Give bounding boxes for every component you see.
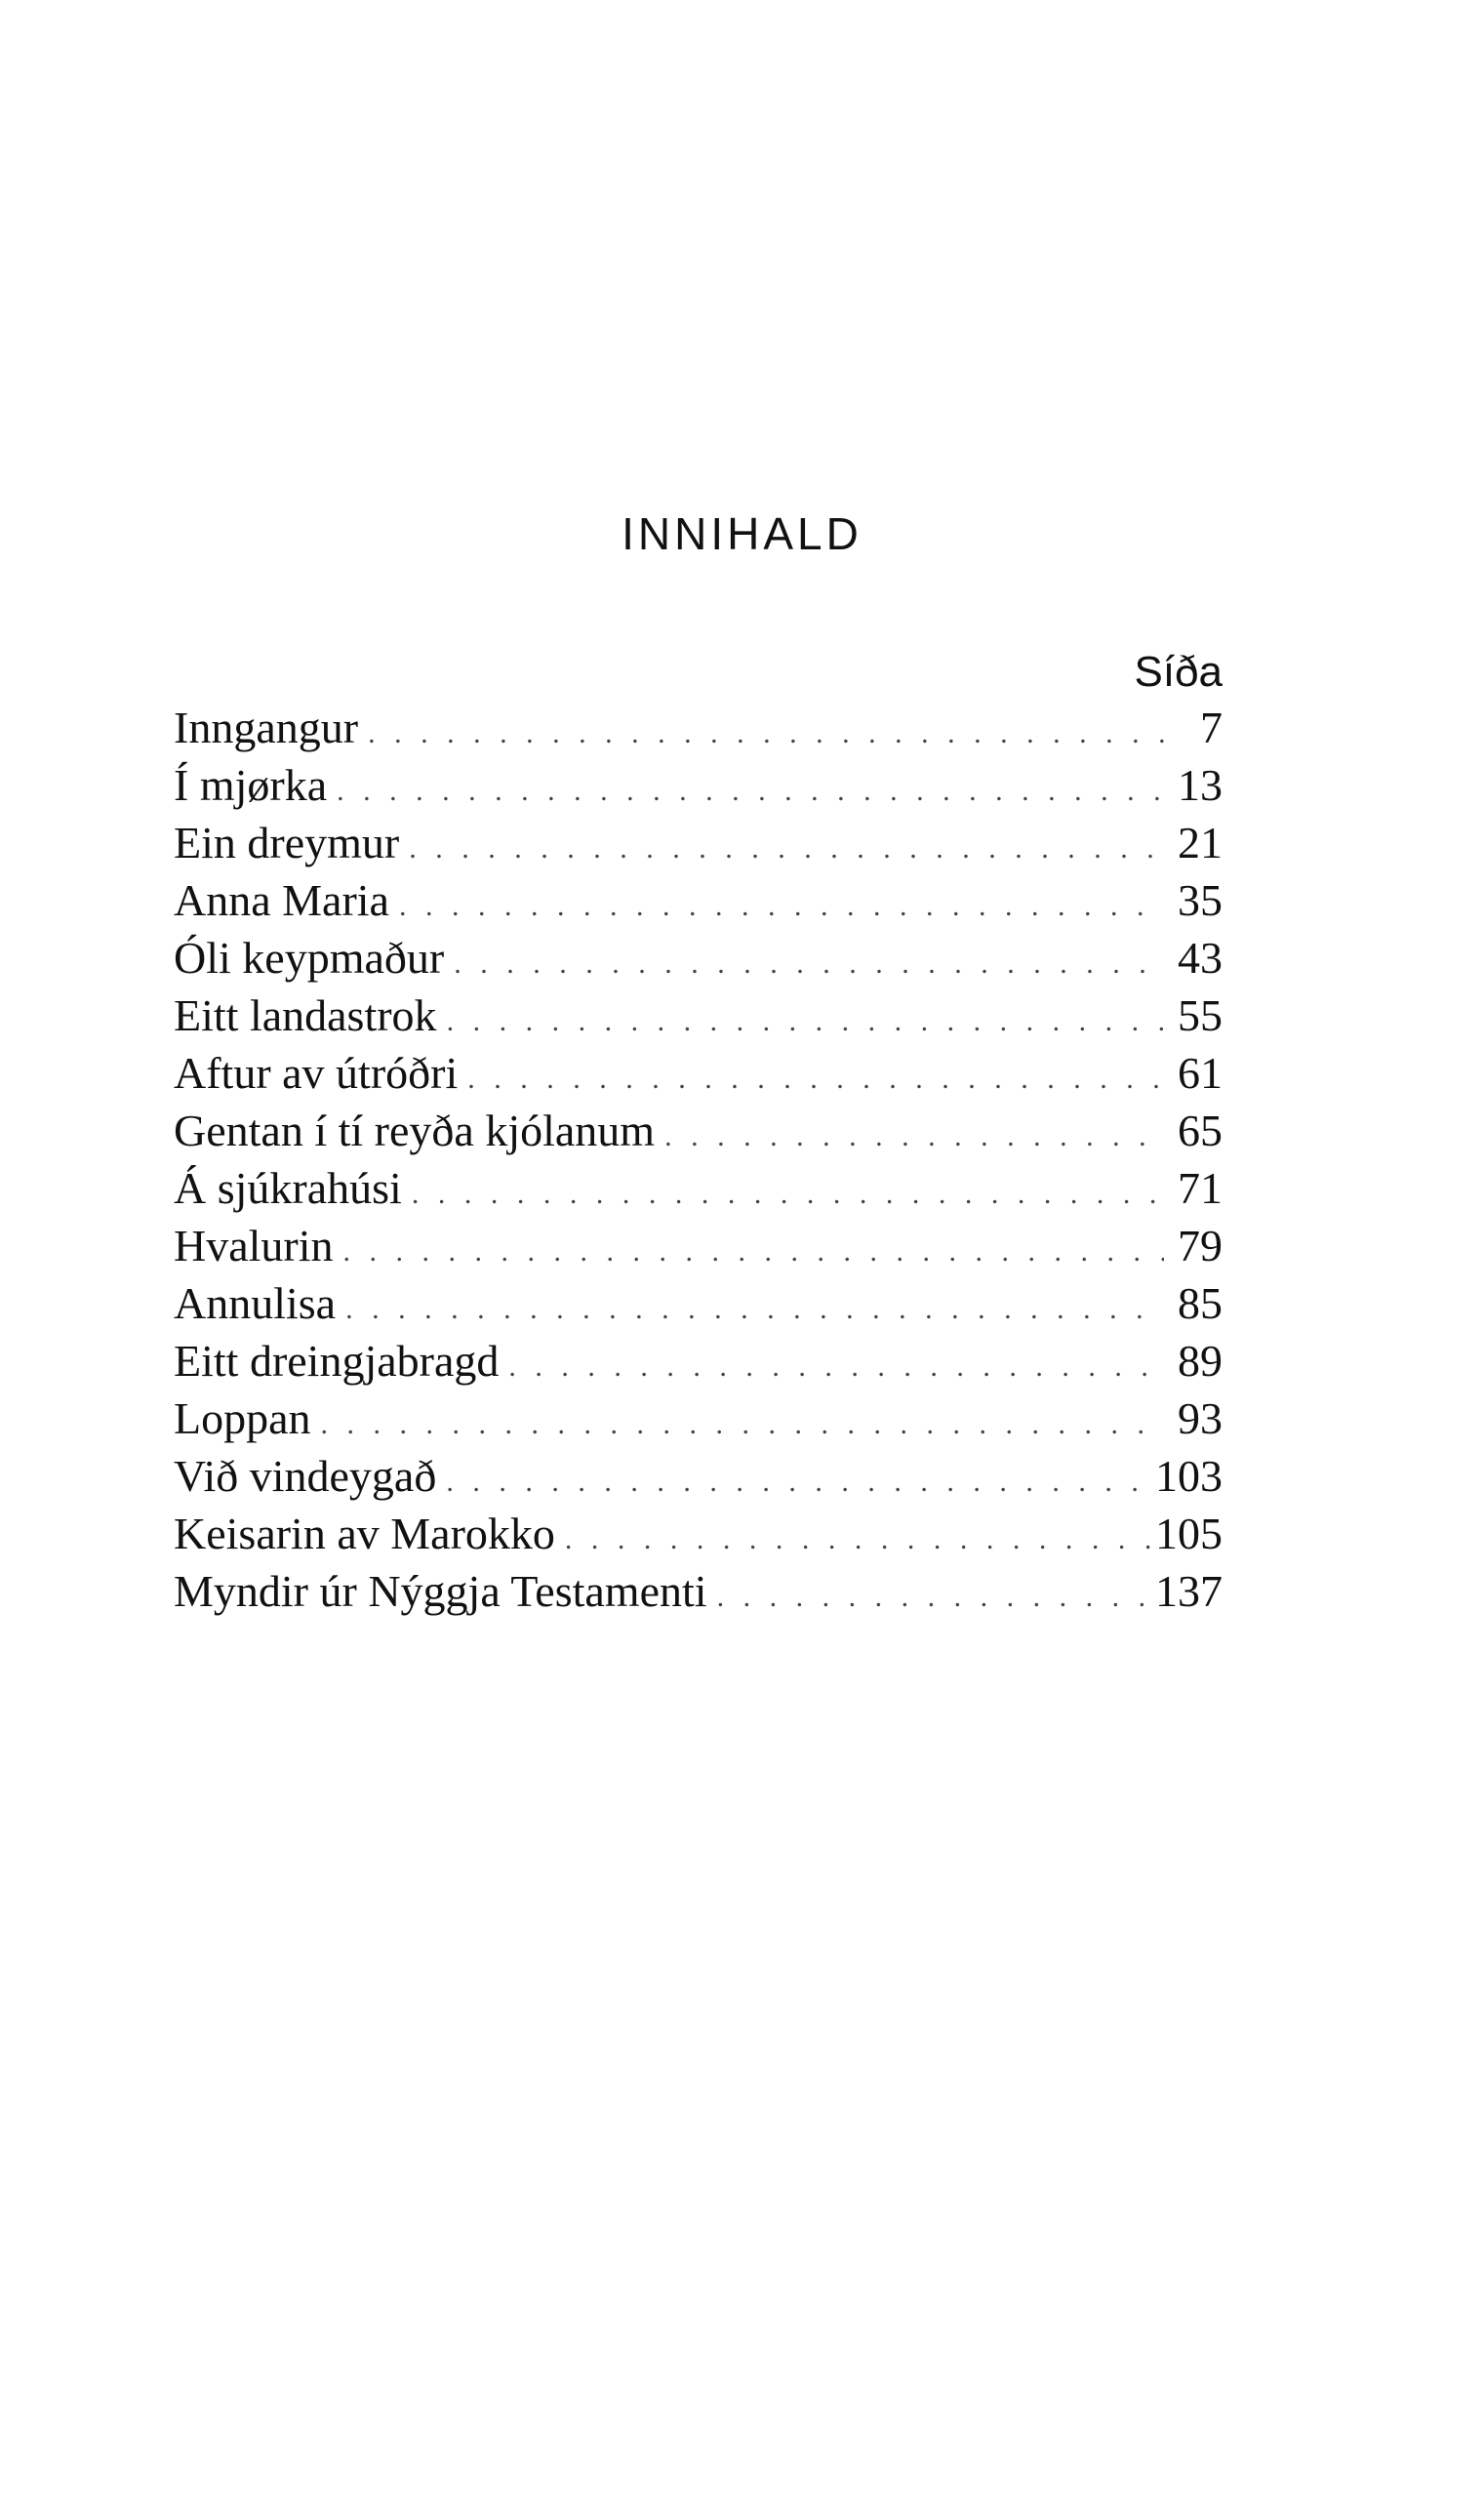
dot-leader [334, 1223, 1164, 1274]
dot-leader [327, 762, 1164, 814]
toc-entry [174, 1274, 1223, 1332]
toc-entry [174, 1447, 1223, 1505]
toc-entry [174, 699, 1223, 756]
dot-leader [499, 1338, 1164, 1390]
toc-entry [174, 987, 1223, 1044]
table-of-contents [174, 699, 1223, 1620]
toc-entry-page: 65 [1178, 1106, 1223, 1155]
toc-entry-page: 13 [1178, 760, 1223, 810]
toc-entry [174, 929, 1223, 987]
toc-entry-title: Eitt dreingjabragd [174, 1336, 500, 1386]
dot-leader [336, 1280, 1164, 1332]
toc-entry [174, 871, 1223, 929]
toc-entry-title: Anna Maria [174, 875, 389, 925]
toc-entry [174, 756, 1223, 814]
toc-entry-title: Í mjørka [174, 760, 328, 810]
toc-entry-title: Inngangur [174, 703, 359, 752]
toc-entry [174, 1332, 1223, 1390]
toc-entry [174, 1505, 1223, 1562]
toc-entry-title: Loppan [174, 1393, 311, 1443]
toc-entry-title: Gentan í tí reyða kjólanum [174, 1106, 656, 1155]
dot-leader [358, 705, 1164, 756]
toc-entry-page: 43 [1178, 933, 1223, 983]
toc-entry-title: Við vindeygað [174, 1451, 437, 1501]
dot-leader [399, 820, 1164, 871]
toc-entry-page: 35 [1178, 875, 1223, 925]
toc-entry-title: Ein dreymur [174, 818, 400, 867]
toc-entry-title: Annulisa [174, 1278, 337, 1328]
dot-leader [389, 877, 1164, 929]
toc-entry [174, 1562, 1223, 1620]
dot-leader [436, 1453, 1155, 1505]
toc-entry-page: 103 [1155, 1451, 1223, 1501]
toc-entry-page: 85 [1178, 1278, 1223, 1328]
dot-leader [444, 935, 1164, 987]
toc-entry-page: 79 [1178, 1221, 1223, 1270]
toc-entry [174, 1044, 1223, 1102]
dot-leader [555, 1511, 1155, 1562]
toc-entry-page: 89 [1178, 1336, 1223, 1386]
toc-entry-page: 21 [1178, 818, 1223, 867]
toc-entry-page: 137 [1155, 1566, 1223, 1616]
toc-entry-page: 93 [1178, 1393, 1223, 1443]
page-title: INNIHALD [622, 508, 862, 559]
dot-leader [437, 992, 1164, 1044]
dot-leader [655, 1108, 1164, 1159]
toc-entry-title: Eitt landastrok [174, 990, 437, 1040]
toc-entry-page: 7 [1200, 703, 1223, 752]
toc-entry-title: Aftur av útróðri [174, 1048, 459, 1098]
dot-leader [458, 1050, 1164, 1102]
page-column-header: Síða [1134, 648, 1223, 696]
dot-leader [707, 1568, 1155, 1620]
toc-entry [174, 814, 1223, 871]
dot-leader [311, 1395, 1164, 1447]
toc-entry-page: 105 [1155, 1509, 1223, 1558]
toc-entry-page: 55 [1178, 990, 1223, 1040]
toc-entry [174, 1390, 1223, 1447]
toc-entry-title: Á sjúkrahúsi [174, 1163, 402, 1213]
toc-entry-title: Myndir úr Nýggja Testamenti [174, 1566, 707, 1616]
toc-entry [174, 1217, 1223, 1274]
toc-entry-title: Óli keypmaður [174, 933, 445, 983]
toc-entry-title: Hvalurin [174, 1221, 334, 1270]
dot-leader [402, 1165, 1164, 1217]
toc-entry [174, 1159, 1223, 1217]
toc-entry-page: 61 [1178, 1048, 1223, 1098]
toc-entry-page: 71 [1178, 1163, 1223, 1213]
toc-entry [174, 1102, 1223, 1159]
toc-entry-title: Keisarin av Marokko [174, 1509, 555, 1558]
